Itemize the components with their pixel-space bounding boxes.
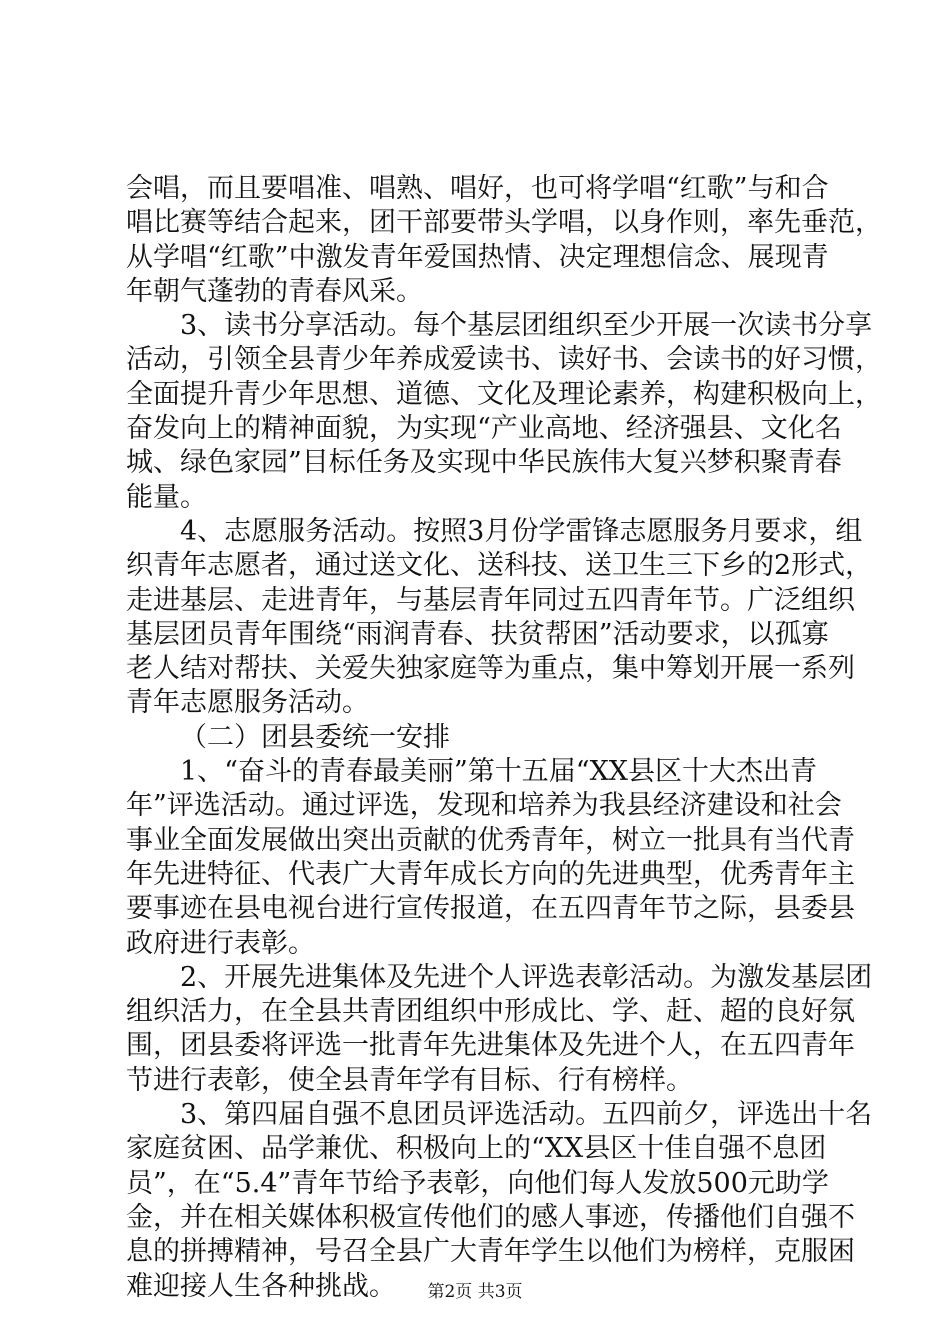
paragraph-start-line: 2、开展先进集体及先进个人评选表彰活动。为激发基层团 [180, 961, 873, 993]
body-line: 围，团县委将评选一批青年先进集体及先进个人，在五四青年 [126, 1030, 855, 1062]
paragraph-start-line: 4、志愿服务活动。按照3月份学雷锋志愿服务月要求，组 [180, 515, 863, 547]
body-line: 会唱，而且要唱准、唱熟、唱好，也可将学唱“红歌”与和合 [126, 173, 829, 204]
body-line: 基层团员青年围绕“雨润青春、扶贫帮困”活动要求，以孤寡 [126, 618, 829, 650]
body-line: 走进基层、走进青年，与基层青年同过五四青年节。广泛组织 [126, 584, 855, 616]
body-line: 年朝气蓬勃的青春风采。 [126, 275, 423, 307]
body-line: 城、绿色家园”目标任务及实现中华民族伟大复兴梦积聚青春 [126, 447, 842, 479]
body-line: 活动，引领全县青少年养成爱读书、读好书、会读书的好习惯， [126, 344, 882, 376]
section-heading: （二）团县委统一安排 [180, 721, 450, 753]
body-line: 从学唱“红歌”中激发青年爱国热情、决定理想信念、展现青 [126, 241, 829, 273]
paragraph-start-line: 3、读书分享活动。每个基层团组织至少开展一次读书分享 [180, 310, 873, 342]
body-line: 织青年志愿者，通过送文化、送科技、送卫生三下乡的2形式， [126, 550, 873, 582]
body-line: 年先进特征、代表广大青年成长方向的先进典型，优秀青年主 [126, 858, 855, 890]
body-line: 组织活力，在全县共青团组织中形成比、学、赶、超的良好氛 [126, 996, 855, 1028]
document-body [126, 172, 882, 1304]
paragraph-start-line: 1、“奋斗的青春最美丽”第十五届“XX县区十大杰出青 [180, 756, 818, 788]
body-line: 难迎接人生各种挑战。 [126, 1270, 396, 1302]
paragraph-start-line: 3、第四届自强不息团员评选活动。五四前夕，评选出十名 [180, 1099, 873, 1131]
body-line: 奋发向上的精神面貌，为实现“产业高地、经济强县、文化名 [126, 413, 842, 445]
body-line: 政府进行表彰。 [126, 927, 315, 959]
body-line: 要事迹在县电视台进行宣传报道，在五四青年节之际，县委县 [126, 893, 855, 925]
body-line: 金，并在相关媒体积极宣传他们的感人事迹，传播他们自强不 [126, 1201, 855, 1233]
body-line: 青年志愿服务活动。 [126, 687, 369, 719]
body-line: 老人结对帮扶、关爱失独家庭等为重点，集中筹划开展一系列 [126, 653, 855, 685]
page-footer [0, 1282, 950, 1302]
body-line: 员”，在“5.4”青年节给予表彰，向他们每人发放500元助学 [126, 1167, 829, 1199]
page-number-label: 第2页 共3页 [427, 1282, 523, 1302]
body-line: 年”评选活动。通过评选，发现和培养为我县经济建设和社会 [126, 790, 842, 822]
body-line: 唱比赛等结合起来，团干部要带头学唱，以身作则，率先垂范， [126, 207, 882, 239]
body-line: 家庭贫困、品学兼优、积极向上的“XX县区十佳自强不息团 [126, 1133, 827, 1165]
body-line: 息的拼搏精神，号召全县广大青年学生以他们为榜样，克服困 [126, 1236, 855, 1268]
body-line: 全面提升青少年思想、道德、文化及理论素养，构建积极向上， [126, 378, 882, 410]
body-line: 事业全面发展做出突出贡献的优秀青年，树立一批具有当代青 [126, 824, 855, 856]
body-line: 节进行表彰，使全县青年学有目标、行有榜样。 [126, 1064, 693, 1096]
body-line: 能量。 [126, 481, 207, 513]
